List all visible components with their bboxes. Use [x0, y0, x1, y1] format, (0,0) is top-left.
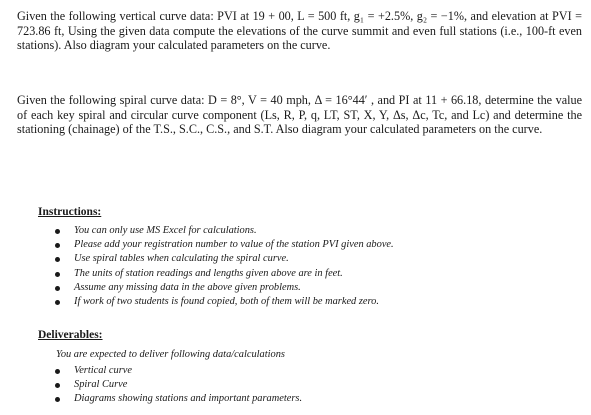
instruction-text: If work of two students is found copied, both of them will be marked zero. [74, 296, 379, 308]
deliverable-text: Spiral Curve [74, 379, 128, 391]
bullet-icon [55, 383, 60, 388]
instruction-text: The units of station readings and lengths given above are in feet. [74, 267, 343, 279]
instruction-text: You can only use MS Excel for calculations. [74, 225, 257, 236]
list-item [52, 392, 302, 406]
problem-vertical-curve: Given the following vertical curve data: PVI at 19 + 00, L = 500 ft, g₁ = +2.5%, g₂ = −1%, and elevation at PVI = 723.86 ft, Using the given data compute the elevations of the curve summit and even full stations (i.e., 100-ft even stations). Also diagram your calculated parameters on the curve. [17, 9, 582, 53]
deliverables-list [52, 364, 302, 407]
bullet-icon [55, 243, 60, 248]
list-item [52, 378, 302, 392]
list-item [52, 364, 302, 378]
instructions-list [52, 224, 394, 309]
list-item [52, 281, 394, 295]
list-item [52, 252, 394, 266]
problem-spiral-curve: Given the following spiral curve data: D = 8°, V = 40 mph, Δ = 16°44′ , and PI at 11 + 66.18, determine the value of each key spiral and circular curve component (Ls, R, P, q, LT, ST, X, Y, Δs, Δc, Tc, and Lc) and determine the stationing (chainage) of the T.S., S.C., C.S., and S.T. Also diagram your calculated parameters on the curve. [17, 93, 582, 137]
bullet-icon [55, 369, 60, 374]
deliverable-text: Vertical curve [74, 365, 132, 376]
bullet-icon [55, 397, 60, 402]
bullet-icon [55, 286, 60, 291]
bullet-icon [55, 272, 60, 277]
instruction-text: Please add your registration number to value of the station PVI given above. [74, 239, 394, 251]
bullet-icon [55, 300, 60, 305]
deliverables-intro: You are expected to deliver following data/calculations [56, 349, 285, 360]
instruction-text: Assume any missing data in the above given problems. [74, 281, 301, 293]
instructions-heading: Instructions: [38, 206, 102, 218]
instruction-text: Use spiral tables when calculating the spiral curve. [74, 253, 289, 265]
list-item [52, 295, 394, 309]
deliverables-heading: Deliverables: [38, 329, 103, 341]
bullet-icon [55, 257, 60, 262]
deliverable-text: Diagrams showing stations and important parameters. [74, 393, 303, 405]
list-item [52, 267, 394, 281]
bullet-icon [55, 229, 60, 234]
list-item [52, 224, 394, 238]
list-item [52, 238, 394, 252]
